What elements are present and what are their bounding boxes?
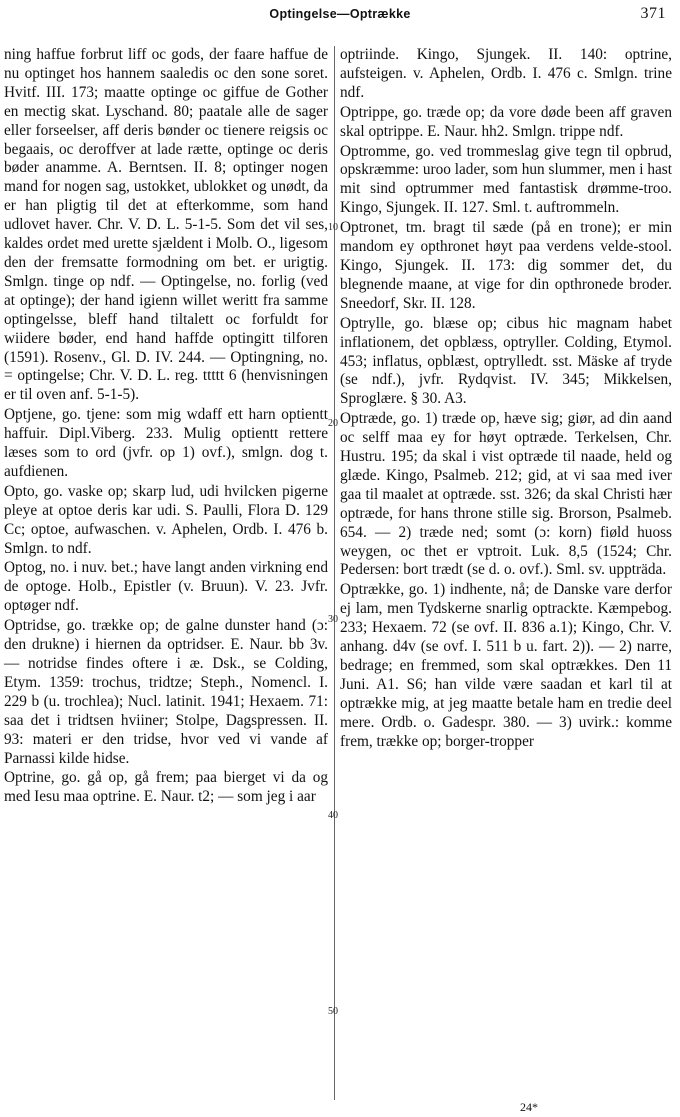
entry-paragraph: optriinde. Kingo, Sjungek. II. 140: optrine, aufsteigen. v. Aphelen, Ordb. I. 476 c. Smlgn. trine ndf. [340, 46, 672, 101]
entry-paragraph: Optrylle, go. blæse op; cibus hic magnam habet inflationem, det opblæss, optryller. Colding, Etymol. 453; inflatus, opblæst, optrylledt. sst. Mäske af tryde (se ndf.), jvfr. Rydqvist. IV. 345; Mikkelsen, Sproglære. § 30. A3. [340, 314, 672, 408]
entry-paragraph: Optog, no. i nuv. bet.; have langt anden virkning end de optoge. Holb., Epistler (v. Bruun). V. 23. Jvfr. optøger ndf. [4, 559, 328, 615]
entry-paragraph: Optrippe, go. træde op; da vore døde been aff graven skal optrippe. E. Naur. hh2. Smlgn. trippe ndf. [340, 103, 672, 140]
line-number: 10 [328, 222, 338, 233]
entry-paragraph: Optronet, tm. bragt til sæde (på en trone); er min mandom ey opthronet høyt paa verdens velde-stool. Kingo, Sjungek. II. 173: dig sommer det, du blegnende maane, at vige for din opthronede broder. Sneedorf, Skr. II. 128. [340, 219, 672, 312]
page-header [0, 0, 680, 36]
line-number: 30 [328, 614, 338, 625]
running-head: Optingelse—Optrække [269, 7, 411, 21]
entry-paragraph: Optræde, go. 1) træde op, hæve sig; giør, ad din aand oc selff maa ey for høyt optræde. Terkelsen, Chr. Hustru. 195; da skal i vist optræde til naade, held og glæde. Kingo, Psalmeb. 212; gid, at vi saa med iver gaa til maalet at optræde. sst. 326; da skal Christi hær optræde, for hans throne stille sig. Brorson, Psalmeb. 654. — 2) træde ned; somt (ɔ: korn) fiøld huoss weygen, oc thet er vptroit. Luk. 8,5 (1524; Chr. Pedersen: bort trædt (se d. o. ovf.). Sml. sv. uppträda. [340, 410, 672, 579]
signature-mark: 24* [520, 1100, 538, 1114]
line-number: 20 [328, 418, 338, 429]
entry-paragraph: ning haffue forbrut liff oc gods, der faare haffue de nu optinget hos hannem saaledis oc den sone soret. Hvitf. III. 173; maatte optinge oc giffue de Gother en mectig skat. Lyschand. 80; paatale alle de sager eller forseelser, aff deris bønder oc tienere reigsis oc begaais, oc deroffver at lade rætte, optinge oc deris bøder anamme. A. Berntsen. II. 8; optinger nogen mand for nogen sag, ustokket, ublokket og unødt, da er han pligtig til det at efterkomme, som hand udlovet haver. Chr. V. D. L. 5-1-5. Som det vil ses, kaldes ordet med urette sjældent i Molb. O., ligesom den der fremsatte formodning om bet. er urigtig. Smlgn. tinge op ndf. — Optingelse, no. forlig (ved at optinge); der hand igienn willet weritt fra samme optingelsse, bleff hand tiltalett oc forfuldt for wiidere bøder, end hand haffde optingitt tilforen (1591). Rosenv., Gl. D. IV. 244. — Optingning, no. = optingelse; Chr. V. D. L. reg. ttttt 6 (henvisningen er til oven anf. 5-1-5). [4, 46, 328, 404]
left-column [4, 46, 328, 807]
right-column [340, 46, 672, 752]
entry-paragraph: Optrække, go. 1) indhente, nå; de Danske vare derfor ej lam, men Tydskerne snarlig optrackte. Kæmpebog. 233; Hexaem. 72 (se ovf. II. 836 a.1); Kingo, Chr. V. anhang. d4v (se ovf. I. 511 b u. fart. 2)). — 2) narre, bedrage; en fremmed, som skal optrækkes. Den 11 Juni. A1. S6; han vilde være saadan et karl til at optrække mig, at jeg maatte betale ham en tredie deel mere. Ordb. o. Gadespr. 380. — 3) uvirk.: komme frem, trække op; borger-tropper [340, 581, 672, 750]
line-number: 50 [328, 1006, 338, 1017]
line-number: 40 [328, 810, 338, 821]
entry-paragraph: Optrine, go. gå op, gå frem; paa bierget vi da og med Iesu maa optrine. E. Naur. t2; — som jeg i aar [4, 769, 328, 806]
entry-paragraph: Optromme, go. ved trommeslag give tegn til opbrud, opskræmme: uroo lader, som hun slummer, men i hast mit sind optrummer med fantastisk drømme-troo. Kingo, Sjungek. II. 127. Sml. t. auftrommeln. [340, 142, 672, 217]
page-number: 371 [640, 5, 666, 22]
entry-paragraph: Optjene, go. tjene: som mig wdaff ett harn optientt haffuir. Dipl.Viberg. 233. Mulig optientt rettere læses som to ord (jvfr. op 1) ovf.), smlgn. dog t. aufdienen. [4, 406, 328, 480]
column-divider [334, 46, 335, 1100]
entry-paragraph: Opto, go. vaske op; skarp lud, udi hvilcken pigerne pleye at optoe deris kar udi. S. Paulli, Flora D. 129 Cc; optoe, aufwaschen. v. Aphelen, Ordb. I. 476 b. Smlgn. to ndf. [4, 482, 328, 557]
entry-paragraph: Optridse, go. trække op; de galne dunster hand (ɔ: den drukne) i hiernen da optridser. E. Naur. bb 3v. — notridse findes oftere i æ. Dsk., se Colding, Etym. 1359: trochus, tridtze; Steph., Nomencl. I. 229 b (u. trochlea); Nucl. latinit. 1941; Hexaem. 71: saa det i tridtsen hviiner; Stolpe, Dagspressen. II. 93: materi er den tridse, hvor ved vi vande af Parnassi kilde hidse. [4, 617, 328, 767]
